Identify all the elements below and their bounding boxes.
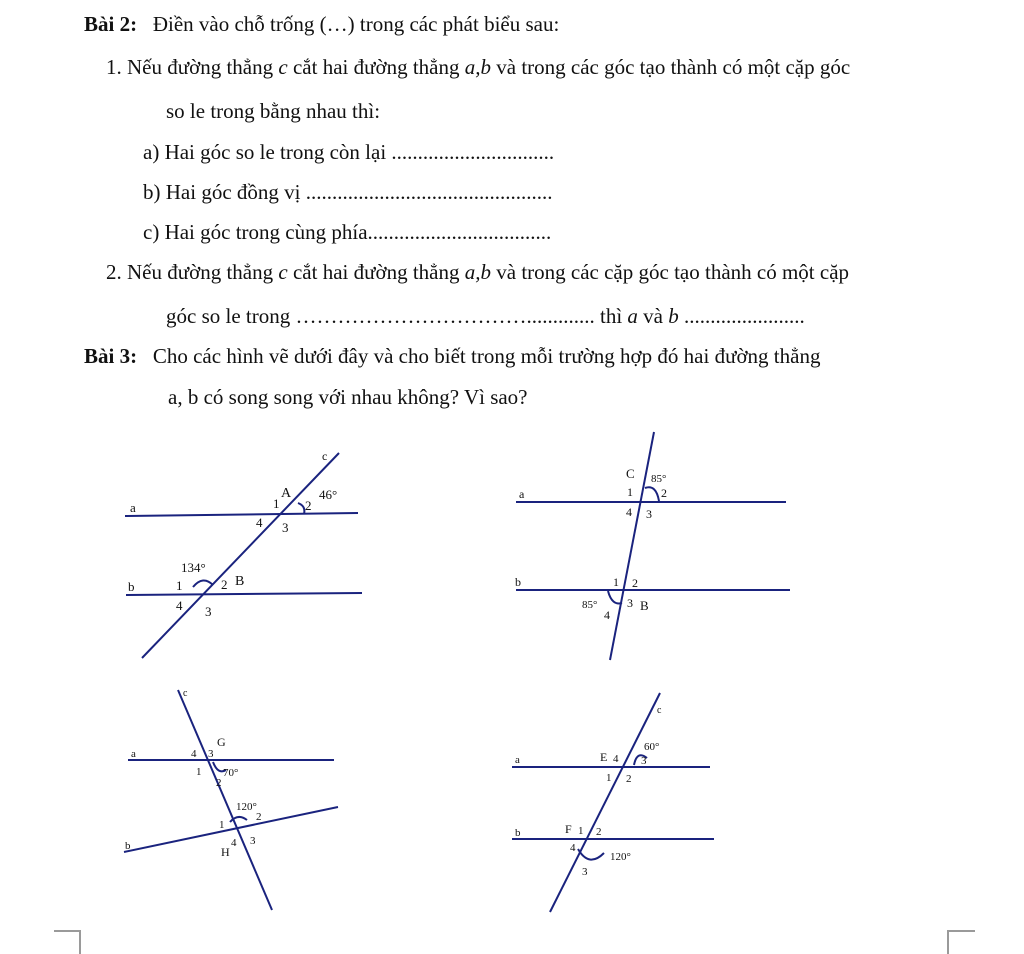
fig1-line-c bbox=[142, 453, 339, 658]
fig3-line-c bbox=[178, 690, 272, 910]
fig3-H2: 2 bbox=[256, 811, 262, 823]
fig3-angle-70: 70° bbox=[223, 767, 239, 779]
fig3-G2: 2 bbox=[216, 777, 222, 789]
bai2-instruction: Điền vào chỗ trống (…) trong các phát biểu sau: bbox=[152, 12, 560, 36]
fig1-angle-134: 134° bbox=[181, 560, 206, 575]
fig1-angle-46: 46° bbox=[319, 487, 338, 502]
item1-c-text: c) Hai góc trong cùng phía bbox=[143, 220, 368, 244]
bai2-heading: Bài 2: bbox=[84, 12, 138, 36]
fig4-point-F: F bbox=[565, 822, 572, 836]
item2-mid: cắt hai đường thẳng bbox=[287, 260, 465, 284]
bai3-line2: a, b có song song với nhau không? Vì sao? bbox=[168, 385, 528, 409]
fig3-label-c: c bbox=[183, 688, 188, 699]
fig3-G1: 1 bbox=[196, 766, 202, 778]
fig2-C4: 4 bbox=[626, 505, 632, 519]
fig4-label-b: b bbox=[515, 827, 521, 839]
fig4-F4: 4 bbox=[570, 842, 576, 854]
fig2-angle-85-top: 85° bbox=[651, 473, 667, 485]
fig2-point-C: C bbox=[626, 466, 635, 481]
item1-mid: cắt hai đường thẳng bbox=[287, 55, 465, 79]
bai3-text1: Cho các hình vẽ dưới đây và cho biết trong mỗi trường hợp đó hai đường thẳng bbox=[152, 344, 821, 368]
fig2-C3: 3 bbox=[646, 507, 652, 521]
fig4-point-E: E bbox=[600, 750, 608, 764]
item1-number: 1. Nếu đường thẳng bbox=[106, 55, 279, 79]
fig3-label-a: a bbox=[131, 748, 136, 760]
fig3-point-H: H bbox=[221, 845, 230, 859]
fig3-G4: 4 bbox=[191, 748, 197, 760]
corner-mark-right-h bbox=[947, 930, 975, 932]
fig2-arc-c bbox=[645, 487, 659, 501]
fig2-B1: 1 bbox=[613, 575, 619, 589]
fig2-point-B: B bbox=[640, 598, 649, 613]
fig2-C2: 2 bbox=[661, 486, 667, 500]
fig2-C1: 1 bbox=[627, 485, 633, 499]
fig1-B1: 1 bbox=[176, 578, 183, 593]
item1-b-text: b) Hai góc đồng vị bbox=[143, 180, 306, 204]
corner-mark-left-v bbox=[79, 930, 81, 954]
fig3-H1: 1 bbox=[219, 819, 225, 831]
item2-end: và trong các cặp góc tạo thành có một cặp bbox=[491, 260, 850, 284]
fig4-F3: 3 bbox=[582, 866, 588, 878]
fig1-line-b bbox=[126, 593, 362, 595]
fig2-label-b: b bbox=[515, 575, 521, 589]
corner-mark-right-v bbox=[947, 930, 949, 954]
fig3-G3: 3 bbox=[208, 748, 214, 760]
fig1-point-A: A bbox=[281, 486, 292, 501]
fig1-B3: 3 bbox=[205, 604, 212, 619]
fig1-A4: 4 bbox=[256, 515, 263, 530]
var-ab: a,b bbox=[464, 55, 491, 79]
item1-a-dots: ............................... bbox=[391, 140, 555, 164]
fig3-point-G: G bbox=[217, 735, 226, 749]
fig2-angle-85-bottom: 85° bbox=[582, 599, 598, 611]
item2-then: thì bbox=[594, 304, 628, 328]
fig4-E1: 1 bbox=[606, 772, 612, 784]
var-ab: a,b bbox=[464, 260, 491, 284]
fig1-point-B: B bbox=[235, 574, 245, 589]
fig3-H4: 4 bbox=[231, 837, 237, 849]
fig4-label-c: c bbox=[657, 705, 662, 716]
fig1-label-b: b bbox=[128, 579, 135, 594]
fig2-label-a: a bbox=[519, 487, 525, 501]
item2-dots1: ……………………………............. bbox=[295, 304, 595, 328]
item1-a-text: a) Hai góc so le trong còn lại bbox=[143, 140, 392, 164]
fig1-label-a: a bbox=[130, 500, 136, 515]
fig4-E2: 2 bbox=[626, 773, 632, 785]
fig4-angle-60: 60° bbox=[644, 741, 660, 753]
item2-dots2: ....................... bbox=[678, 304, 805, 328]
fig4-label-a: a bbox=[515, 754, 520, 766]
fig4-line-c bbox=[550, 693, 660, 912]
fig2-arc-b bbox=[608, 591, 622, 604]
fig3-label-b: b bbox=[125, 840, 131, 852]
fig1-line-a bbox=[125, 513, 358, 516]
fig1-label-c: c bbox=[322, 449, 328, 463]
var-b: b bbox=[668, 304, 679, 328]
fig1-B2: 2 bbox=[221, 577, 228, 592]
fig1-arc-a bbox=[298, 503, 304, 514]
item2-start: góc so le trong bbox=[166, 304, 296, 328]
var-a: a bbox=[627, 304, 638, 328]
fig3-angle-120: 120° bbox=[236, 801, 257, 813]
fig1-A2: 2 bbox=[305, 498, 312, 513]
var-c: c bbox=[278, 260, 288, 284]
fig4-F1: 1 bbox=[578, 825, 584, 837]
fig4-E4: 4 bbox=[613, 753, 619, 765]
item1-c-dots: ................................... bbox=[367, 220, 552, 244]
var-c: c bbox=[278, 55, 288, 79]
fig4-E3: 3 bbox=[641, 755, 647, 767]
fig4-F2: 2 bbox=[596, 826, 602, 838]
item2-and: và bbox=[637, 304, 669, 328]
fig1-A3: 3 bbox=[282, 520, 289, 535]
bai3-heading: Bài 3: bbox=[84, 344, 138, 368]
fig3-H3: 3 bbox=[250, 835, 256, 847]
item1-b-dots: ............................................... bbox=[305, 180, 553, 204]
bai2-item1-line2: so le trong bằng nhau thì: bbox=[166, 99, 381, 123]
fig4-angle-120: 120° bbox=[610, 851, 631, 863]
item1-end: và trong các góc tạo thành có một cặp góc bbox=[491, 55, 851, 79]
fig2-B3: 3 bbox=[627, 596, 633, 610]
fig2-B4: 4 bbox=[604, 608, 610, 622]
fig2-B2: 2 bbox=[632, 576, 638, 590]
fig1-A1: 1 bbox=[273, 496, 280, 511]
corner-mark-left-h bbox=[54, 930, 80, 932]
fig1-B4: 4 bbox=[176, 598, 183, 613]
item2-number: 2. Nếu đường thẳng bbox=[106, 260, 279, 284]
